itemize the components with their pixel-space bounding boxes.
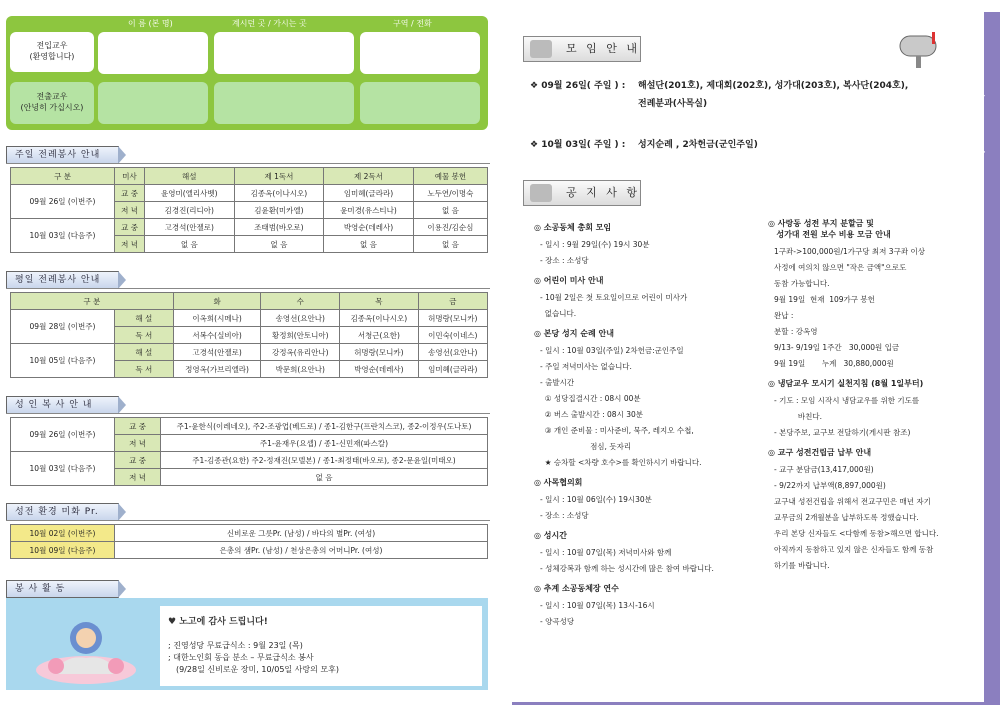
notice-heading: ◎ 사랑동 성전 부지 분할금 및 성가대 전원 보수 비용 모금 안내 xyxy=(768,219,891,239)
holyhour-table: 10월 02일 (이번주) 신비로운 그릇Pr. (남성) / 바다의 별Pr. (여성) 10월 09일 (다음주) 은총의 샘Pr. (남성) / 천상은총의 어머니Pr. (여성) xyxy=(10,524,488,559)
notice-left xyxy=(534,222,764,636)
meeting-item1-text2: 전례분과(사목실) xyxy=(638,99,708,109)
newcomer-col2: 계시던 곳 / 가시는 곳 xyxy=(232,19,307,28)
notice-line: 우리 본당 신자들도 <다함께 동참>해으면 합니다. xyxy=(774,529,939,538)
meeting-item1-label: ❖ 09월 26일( 주일 ) : xyxy=(530,81,626,91)
notice-line: 아직까지 동참하고 있지 않은 신자들도 함께 동참 xyxy=(774,545,934,554)
notice-heading: ◎ 본당 성지 순례 안내 xyxy=(534,329,614,338)
notice-line: 9월 19일 현재 109가구 봉헌 xyxy=(774,295,875,304)
notice-title: 공 지 사 항 xyxy=(523,180,641,206)
sunday-title: 주일 전례봉사 안내 xyxy=(6,146,119,164)
side-tab: 교 회 소 식 xyxy=(972,86,986,185)
notice-line: 없습니다. xyxy=(540,309,577,318)
notice-line: - 출발시간 xyxy=(540,378,575,387)
notice-section xyxy=(768,378,968,441)
notice-heading: ◎ 소공동체 총회 모임 xyxy=(534,223,612,232)
row1-contact[interactable] xyxy=(360,32,480,74)
notice-right xyxy=(768,218,968,580)
notice-heading: ◎ 냉담교우 모시기 실천지침 (8월 1일부터) xyxy=(768,379,924,388)
service-line3: (9/28일 신비로운 장미, 10/05일 사랑의 모후) xyxy=(176,665,339,674)
mailbox-icon xyxy=(896,30,944,70)
row1-name[interactable] xyxy=(98,32,208,74)
newcomer-col1: 이 름 (본 명) xyxy=(128,19,173,28)
notice-line: ① 성당집결시간 : 08시 00분 xyxy=(540,394,641,403)
notice-line: 사정에 여의치 않으면 "작은 금액"으로도 xyxy=(774,263,907,272)
notice-line: 교무금의 2개월분을 납부하도록 정했습니다. xyxy=(774,513,919,522)
row2-label: 전출교우 (안녕히 가십시오) xyxy=(20,92,84,112)
notice-icon xyxy=(530,184,552,202)
notice-line: - 본당주보, 교구보 전달하기(게시판 참조) xyxy=(774,428,911,437)
notice-line: - 교구 분담금(13,417,000원) xyxy=(774,465,874,474)
notice-heading: ◎ 사목협의회 xyxy=(534,478,583,487)
service-title: 봉 사 활 동 xyxy=(6,580,119,598)
notice-section xyxy=(534,275,764,322)
notice-line: 동참 가능합니다. xyxy=(774,279,830,288)
notice-line: - 주일 저녁미사는 없습니다. xyxy=(540,362,632,371)
notice-line: - 일시 : 10월 06일(수) 19시30분 xyxy=(540,495,652,504)
notice-heading: ◎ 추계 소공동체장 연수 xyxy=(534,584,619,593)
newcomer-col3: 구역 / 전화 xyxy=(393,19,432,28)
notice-line: - 9/22까지 납부액(8,897,000원) xyxy=(774,481,886,490)
notice-line: - 10월 2일은 첫 토요일이므로 어린이 미사가 xyxy=(540,293,688,302)
notice-line: - 양곡성당 xyxy=(540,617,575,626)
notice-line: ★ 승차할 <차량 호수>를 확인하시기 바랍니다. xyxy=(540,458,702,467)
notice-section xyxy=(768,447,968,574)
row2-place[interactable] xyxy=(214,82,354,124)
notice-section xyxy=(534,530,764,577)
altar-title: 성 인 복 사 안 내 xyxy=(6,396,119,414)
meeting-item1-text: 해설단(201호), 제대회(202호), 성가대(203호), 복사단(204호), xyxy=(638,81,909,91)
notice-line: 하기를 바랍니다. xyxy=(774,561,830,570)
notice-line: 분할 : 강옥영 xyxy=(774,327,818,336)
notice-line: 1구좌->100,000원/1가구당 최저 3구좌 이상 xyxy=(774,247,925,256)
service-heading: ♥ 노고에 감사 드립니다! xyxy=(168,617,268,627)
notice-line: 바친다. xyxy=(774,412,822,421)
notice-section xyxy=(534,328,764,471)
notice-line: ② 버스 출발시간 : 08시 30분 xyxy=(540,410,643,419)
weekday-title: 평일 전례봉사 안내 xyxy=(6,271,119,289)
service-line1: ; 진영성당 무료급식소 : 9월 23일 (목) xyxy=(168,641,303,650)
service-line2: ; 대한노인회 동읍 분소 – 무료급식소 봉사 xyxy=(168,653,314,662)
notice-line: - 장소 : 소성당 xyxy=(540,256,589,265)
notice-heading: ◎ 성시간 xyxy=(534,531,567,540)
notice-line: - 기도 : 모임 시작시 냉담교우를 위한 기도를 xyxy=(774,396,920,405)
meeting-icon xyxy=(530,40,552,58)
notice-line: - 장소 : 소성당 xyxy=(540,511,589,520)
notice-line: - 일시 : 10월 03일(주일) 2차헌금:군인주일 xyxy=(540,346,684,355)
notice-heading: ◎ 교구 성전건립금 납부 안내 xyxy=(768,448,872,457)
notice-line: 점심, 돗자리 xyxy=(540,442,632,451)
notice-line: - 성체강복과 함께 하는 성시간에 많은 참여 바랍니다. xyxy=(540,564,714,573)
row1-label: 전입교우 (환영합니다) xyxy=(29,41,75,61)
notice-section xyxy=(534,583,764,630)
notice-line: ③ 개인 준비물 : 미사준비, 묵주, 레지오 수첩, xyxy=(540,426,694,435)
altar-table: 09월 26일 (이번주) 교 중 주1-윤한식(이레네오), 주2-조광업(베드로) / 종1-김한구(프란치스코), 종2-이정우(도나토) 저 녁 주1-윤재우(요셉) / 종1-신민재(파스칼) 10월 03일 (다음주) 교 중 주1-김종관(요한) 주2-정재진(모델본) / 종1-최정태(바오로), 종2-문윤일(미태오) 저 녁 없 음 xyxy=(10,417,488,486)
meeting-item2-label: ❖ 10월 03일( 주일 ) : xyxy=(530,140,626,150)
row1-place[interactable] xyxy=(214,32,354,74)
weekday-table: 구 분 화 수 목 금 09월 28일 (이번주) 해 설 이옥희(시메나) 송영선(요안나) 김종옥(이나시오) 허명랑(모니카) 독 서 서복수(실비아) 황정희(안토니아) 서청근(요한) 이민숙(이네스) 10월 05일 (다음주) 해 설 고경석(안젤로) 강정옥(유리안나) 허명랑(모니카) 송영선(요안나) 독 서 정영옥(가브리엘라) 박문희(요안나) 박영순(데레사) 임미혜(글라라) xyxy=(10,292,488,378)
notice-line: 완납 : xyxy=(774,311,794,320)
sunday-table: 구 분 미사 해설 제 1독서 제 2독서 예물 봉헌 09월 26일 (이번주) 교 중 윤영미(엘리사벳) 김종옥(이나시오) 임미혜(글라라) 노두연/이명숙 저 녁 김경진(리디아) 김윤환(미카엘) 윤미경(유스티나) 없 음 10월 03일 (다음주) 교 중 고경석(안젤로) 조태범(바오로) 박영순(데레사) 이용진/김순심 저 녁 없 음 없 음 없 음 없 음 xyxy=(10,167,488,253)
notice-section xyxy=(534,477,764,524)
notice-line: - 일시 : 10월 07일(목) 13시-16시 xyxy=(540,601,655,610)
notice-line: - 일시 : 9월 29일(수) 19시 30분 xyxy=(540,240,650,249)
jesus-illustration xyxy=(34,614,138,686)
row2-name[interactable] xyxy=(98,82,208,124)
holyhour-title: 성전 환경 미화 Pr. xyxy=(6,503,119,521)
meeting-item2-text: 성지순례 , 2차헌금(군인주일) xyxy=(638,140,758,150)
notice-line: - 일시 : 10월 07일(목) 저녁미사와 함께 xyxy=(540,548,672,557)
notice-line: 9/13- 9/19일 1주간 30,000원 입금 xyxy=(774,343,900,352)
notice-section xyxy=(534,222,764,269)
notice-line: 9월 19일 누계 30,880,000원 xyxy=(774,359,894,368)
notice-heading: ◎ 어린이 미사 안내 xyxy=(534,276,604,285)
meeting-title: 모 임 안 내 xyxy=(523,36,641,62)
notice-section xyxy=(768,218,968,372)
row2-contact[interactable] xyxy=(360,82,480,124)
notice-line: 교구내 성전건립을 위해서 전교구민은 매년 자기 xyxy=(774,497,931,506)
